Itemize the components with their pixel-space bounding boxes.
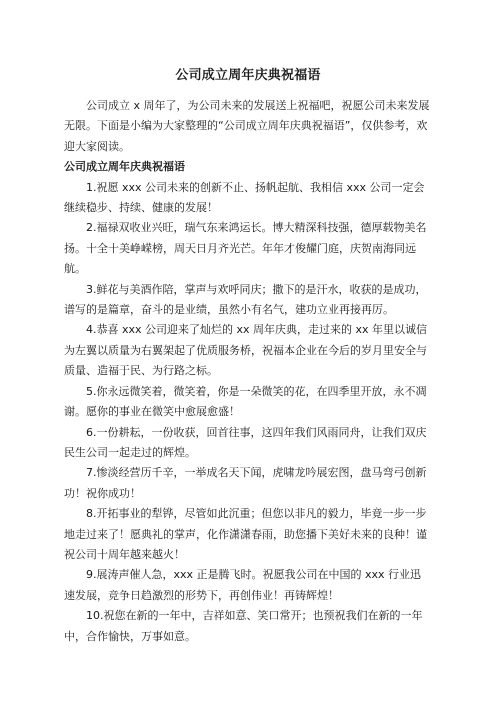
section-heading: 公司成立周年庆典祝福语 — [64, 160, 185, 174]
intro-paragraph: 公司成立 x 周年了，为公司未来的发展送上祝福吧，祝愿公司未来发展无限。下面是小编为大家整理的“公司成立周年庆典祝福语”，仅供参考，欢迎大家阅读。 — [64, 99, 430, 153]
blessing-item-5: 5.你永远微笑着，微笑着，你是一朵微笑的花，在四季里开放，永不凋谢。愿你的事业在微笑中愈展愈盛！ — [64, 384, 427, 419]
blessing-item-9: 9.展涛声催人急，xxx 正是腾飞时。祝愿我公司在中国的 xxx 行业迅速发展，竞争日趋激烈的形势下，再创伟业！再铸辉煌！ — [64, 568, 422, 602]
blessing-item-4: 4.恭喜 xxx 公司迎来了灿烂的 xx 周年庆典，走过来的 xx 年里以诚信为左翼以质量为右翼架起了优质服务桥，祝福本企业在今后的岁月里安全与质量、造福于民、为行路之标。 — [64, 323, 428, 378]
document-body — [64, 96, 432, 647]
blessing-item-2: 2.福禄双收业兴旺，瑞气东来鸿运长。博大精深科技强，德厚载物美名扬。十全十美峥嵘榜，周天日月齐光芒。年年才俊耀门庭，庆贺南海同远航。 — [64, 221, 427, 276]
document-title: 公司成立周年庆典祝福语 — [175, 68, 321, 83]
blessing-item-8: 8.开拓事业的犁铧，尽管如此沉重；但您以非凡的毅力，毕竟一步一步地走过来了！愿典礼的掌声，化作潇潇春雨，助您播下美好未来的良种！谨祝公司十周年越来越火！ — [64, 507, 427, 561]
blessing-item-7: 7.惨淡经营历千辛，一举成名天下闻，虎啸龙吟展宏图，盘马弯弓创新功！祝你成功！ — [64, 466, 427, 500]
blessing-item-10: 10.祝您在新的一年中，吉祥如意、笑口常开；也预祝我们在新的一年中，合作愉快，万事如意。 — [64, 609, 423, 643]
blessing-item-6: 6.一份耕耘，一份收获，回首往事，这四年我们风雨同舟，让我们双庆民生公司一起走过的辉煌。 — [64, 425, 427, 459]
blessing-item-3: 3.鲜花与美酒作陪，掌声与欢呼同庆；撒下的是汗水，收获的是成功，谱写的是篇章，奋斗的是业绩，虽然小有名气，建功立业再接再厉。 — [64, 282, 427, 317]
blessing-item-1: 1.祝愿 xxx 公司未来的创新不止、扬帆起航、我相信 xxx 公司一定会继续稳步、持续、健康的发展！ — [64, 180, 425, 215]
